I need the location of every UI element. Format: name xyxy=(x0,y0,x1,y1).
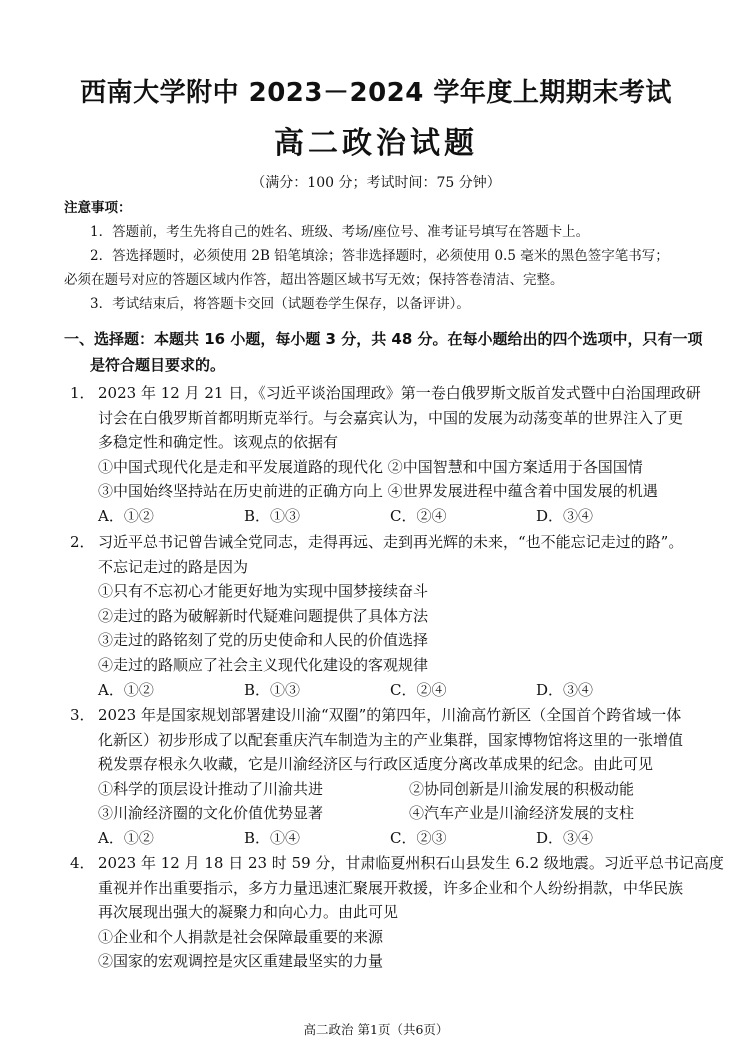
statement-line: ②走过的路为破解新时代疑难问题提供了具体方法 xyxy=(98,606,429,625)
question-1 xyxy=(70,381,720,529)
statement-line: ①中国式现代化是走和平发展道路的现代化 ②中国智慧和中国方案适用于各国国情 xyxy=(98,457,643,476)
statement: ③川渝经济圈的文化价值优势显著 xyxy=(98,804,324,823)
question-number: 4． xyxy=(70,854,95,872)
question-stem-line: 再次展现出强大的凝聚力和向心力。由此可见 xyxy=(98,903,399,922)
note-item: 3．考试结束后，将答题卡交回（试题卷学生保存，以备评讲）。 xyxy=(90,296,470,312)
note-item-continued: 必须在题号对应的答题区域内作答，超出答题区域书写无效；保持答卷清洁、完整。 xyxy=(64,272,564,288)
question-stem-line: 习近平总书记曾告诫全党同志，走得再远、走到再光辉的未来，“也不能忘记走过的路”。 xyxy=(98,533,684,551)
statement-line: ③中国始终坚持站在历史前进的正确方向上 ④世界发展进程中蕴含着中国发展的机遇 xyxy=(98,482,658,501)
question-number: 3． xyxy=(70,706,95,724)
choice-a: A．①② xyxy=(98,828,154,847)
choice-c: C．②④ xyxy=(390,506,447,525)
choice-b: B．①③ xyxy=(244,680,301,699)
page-footer: 高二政治 第1页（共6页） xyxy=(303,1022,449,1037)
section-heading-line: 一、选择题：本题共 16 小题，每小题 3 分，共 48 分。在每小题给出的四个选项中，只有一项 xyxy=(64,330,703,348)
statement: ①科学的顶层设计推动了川渝共进 xyxy=(98,779,324,798)
question-stem-line: 讨会在白俄罗斯首都明斯克举行。与会嘉宾认为，中国的发展为动荡变革的世界注入了更 xyxy=(98,408,684,427)
choice-d: D．③④ xyxy=(536,680,594,699)
question-stem-line: 重视并作出重要指示，多方力量迅速汇聚展开救援，许多企业和个人纷纷捐款，中华民族 xyxy=(98,878,684,897)
choice-d: D．③④ xyxy=(536,506,594,525)
question-number: 2． xyxy=(70,533,95,551)
choice-d: D．③④ xyxy=(536,828,594,847)
exam-title: 西南大学附中 2023－2024 学年度上期期末考试 xyxy=(80,78,672,108)
question-stem-line: 多稳定性和确定性。该观点的依据有 xyxy=(98,433,339,452)
statement-line: ①只有不忘初心才能更好地为实现中国梦接续奋斗 xyxy=(98,582,429,601)
answer-choices xyxy=(98,504,720,529)
question-4 xyxy=(70,851,724,974)
choice-b: B．①③ xyxy=(244,506,301,525)
question-3 xyxy=(70,703,720,851)
question-stem-line: 2023 年 12 月 18 日 23 时 59 分，甘肃临夏州积石山县发生 6.2 级地震。习近平总书记高度 xyxy=(98,854,724,872)
answer-choices xyxy=(98,678,720,703)
question-number: 1． xyxy=(70,384,95,402)
section-heading-line: 是符合题目要求的。 xyxy=(90,356,226,374)
statement-line: ①企业和个人捐款是社会保障最重要的来源 xyxy=(98,927,384,946)
statement-line: ③走过的路铭刻了党的历史使命和人民的价值选择 xyxy=(98,631,429,650)
choice-c: C．②④ xyxy=(390,680,447,699)
statement-line: ④走过的路顺应了社会主义现代化建设的客观规律 xyxy=(98,655,429,674)
statement-line: ②国家的宏观调控是灾区重建最坚实的力量 xyxy=(98,952,384,971)
choice-c: C．②③ xyxy=(390,828,447,847)
note-item: 1．答题前，考生先将自己的姓名、班级、考场/座位号、准考证号填写在答题卡上。 xyxy=(90,224,590,240)
statement-row xyxy=(98,801,720,826)
statement-row xyxy=(98,777,720,802)
choice-b: B．①④ xyxy=(244,828,301,847)
section-heading xyxy=(64,326,714,378)
note-item: 2．答选择题时，必须使用 2B 铅笔填涂；答非选择题时，必须使用 0.5 毫米的黑色签字笔书写； xyxy=(90,248,669,264)
question-stem-line: 不忘记走过的路是因为 xyxy=(98,557,249,576)
statement: ④汽车产业是川渝经济发展的支柱 xyxy=(409,804,635,823)
statement: ②协同创新是川渝发展的积极动能 xyxy=(409,779,635,798)
notes-block xyxy=(64,196,724,316)
exam-meta: （满分：100 分；考试时间：75 分钟） xyxy=(251,175,501,191)
subject-title: 高二政治试题 xyxy=(274,126,478,161)
answer-choices xyxy=(98,826,720,851)
choice-a: A．①② xyxy=(98,506,154,525)
question-stem-line: 2023 年是国家规划部署建设川渝“双圈”的第四年，川渝高竹新区（全国首个跨省域一体 xyxy=(98,706,682,724)
question-2 xyxy=(70,530,720,702)
notes-heading: 注意事项： xyxy=(64,200,132,216)
question-stem-line: 2023 年 12 月 21 日，《习近平谈治国理政》第一卷白俄罗斯文版首发式暨中白治国理政研 xyxy=(98,384,701,402)
question-stem-line: 税发票存根永久收藏，它是川渝经济区与行政区适度分离改革成果的纪念。由此可见 xyxy=(98,755,654,774)
question-stem-line: 化新区）初步形成了以配套重庆汽车制造为主的产业集群，国家博物馆将这里的一张增值 xyxy=(98,730,684,749)
choice-a: A．①② xyxy=(98,680,154,699)
